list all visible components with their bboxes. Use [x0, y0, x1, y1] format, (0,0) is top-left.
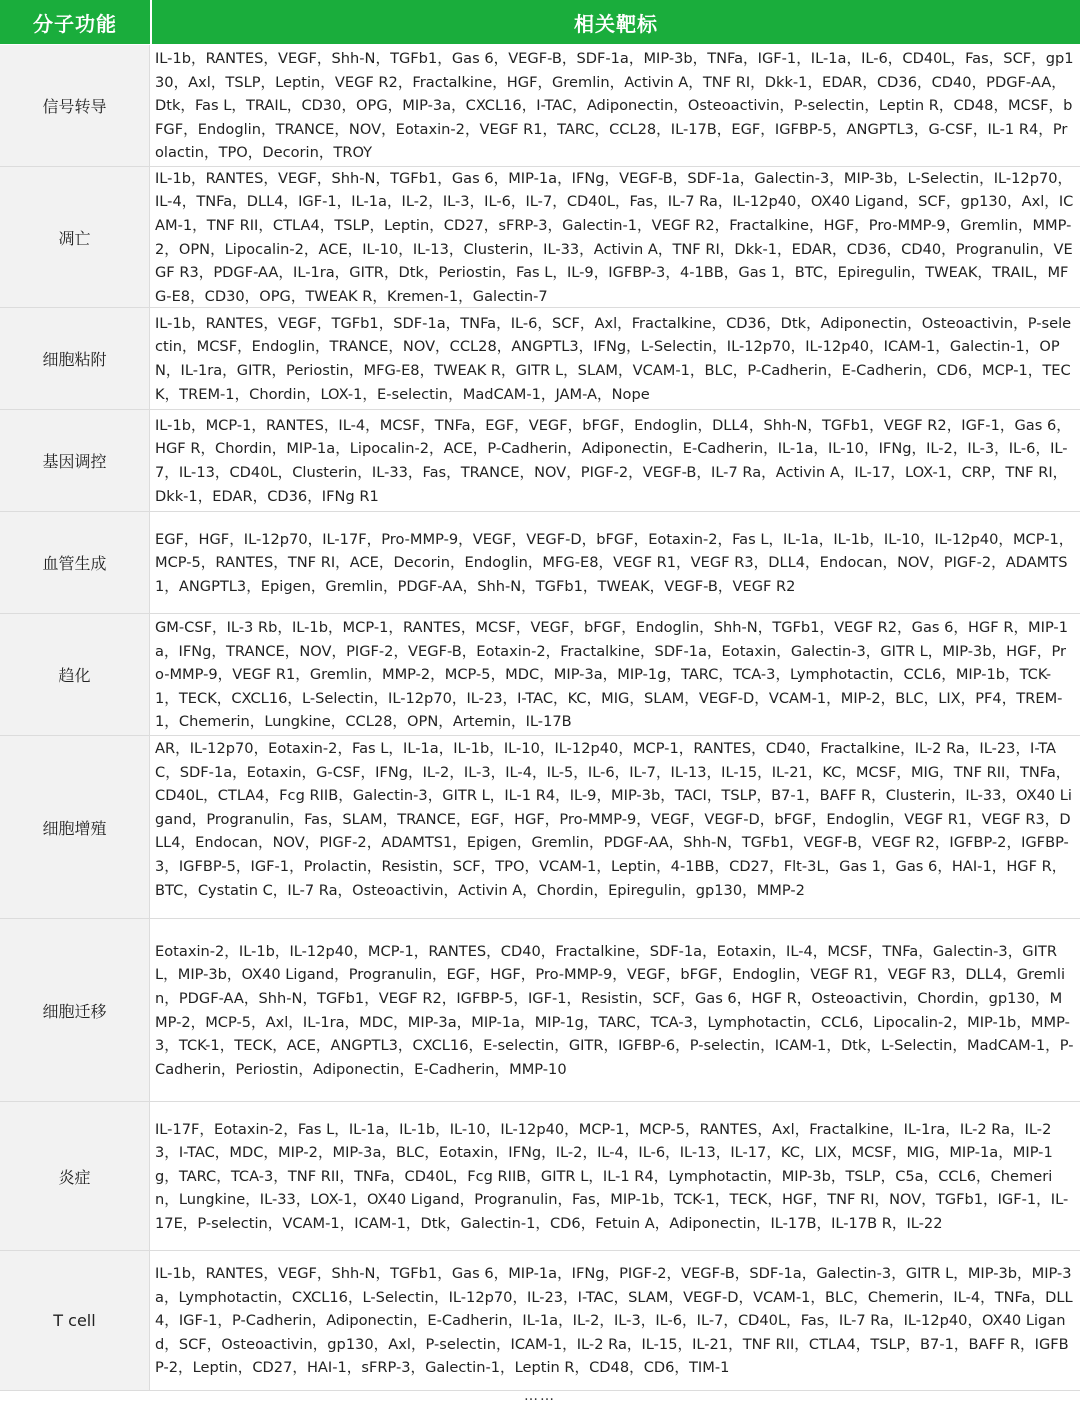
- table-row: [0, 1251, 1080, 1391]
- row-category: 趋化: [0, 614, 150, 735]
- row-targets: [150, 614, 1080, 735]
- table-row: [0, 1102, 1080, 1251]
- row-targets: [150, 919, 1080, 1101]
- row-targets-text: IL-1b，RANTES，VEGF，Shh-N，TGFb1，Gas 6，MIP-1a，IFNg，PIGF-2，VEGF-B，SDF-1a，Galectin-3，GITR L，MIP-3b，MIP-3a，Lymphotactin，CXCL16，L-Selectin，IL-12p70，IL-23，I-TAC，SLAM，VEGF-D，VCAM-1，BLC，Chemerin，IL-4，TNFa，DLL4，IGF-1，P-Cadherin，Adiponectin，E-Cadherin，IL-1a，IL-2，IL-3，IL-6，IL-7，CD40L，Fas，IL-7 Ra，IL-12p40，OX40 Ligand，SCF，Osteoactivin，gp130，Axl，P-selectin，ICAM-1，IL-2 Ra，IL-15，IL-21，TNF RII，CTLA4，TSLP，B7-1，BAFF R，IGFBP-2，Leptin，CD27，HAI-1，sFRP-3，Galectin-1，Leptin R，CD48，CD6，TIM-1: [155, 1265, 1073, 1377]
- table-header: [0, 0, 1080, 45]
- row-targets-text: EGF，HGF，IL-12p70，IL-17F，Pro-MMP-9，VEGF，VEGF-D，bFGF，Eotaxin-2，Fas L，IL-1a，IL-1b，IL-10，IL-12p40，MCP-1，MCP-5，RANTES，TNF RI，ACE，Decorin，Endoglin，MFG-E8，VEGF R1，VEGF R3，DLL4，Endocan，NOV，PIGF-2，ADAMTS1，ANGPTL3，Epigen，Gremlin，PDGF-AA，Shh-N，TGFb1，TWEAK，VEGF-B，VEGF R2: [155, 530, 1074, 595]
- table-row: [0, 167, 1080, 308]
- row-targets: [150, 45, 1080, 166]
- row-targets-text: IL-1b，MCP-1，RANTES，IL-4，MCSF，TNFa，EGF，VEGF，bFGF，Endoglin，DLL4，Shh-N，TGFb1，VEGF R2，IGF-1，Gas 6，HGF R，Chordin，MIP-1a，Lipocalin-2，ACE，P-Cadherin，Adiponectin，E-Cadherin，IL-1a，IL-10，IFNg，IL-2，IL-3，IL-6，IL-7，IL-13，CD40L，Clusterin，IL-33，Fas，TRANCE，NOV，PIGF-2，VEGF-B，IL-7 Ra，Activin A，IL-17，LOX-1，CRP，TNF RI，Dkk-1，EDAR，CD36，IFNg R1: [155, 416, 1071, 505]
- row-category: T cell: [0, 1251, 150, 1390]
- row-targets-text: GM-CSF，IL-3 Rb，IL-1b，MCP-1，RANTES，MCSF，VEGF，bFGF，Endoglin，Shh-N，TGFb1，VEGF R2，Gas 6，HGF R，MIP-1a，IFNg，TRANCE，NOV，PIGF-2，VEGF-B，Eotaxin-2，Fractalkine，SDF-1a，Eotaxin，Galectin-3，GITR L，MIP-3b，HGF，Pro-MMP-9，VEGF R1，Gremlin，MMP-2，MCP-5，MDC，MIP-3a，MIP-1g，TARC，TCA-3，Lymphotactin，CCL6，MIP-1b，TCK-1，TECK，CXCL16，L-Selectin，IL-12p70，IL-23，I-TAC，KC，MIG，SLAM，VEGF-D，VCAM-1，MIP-2，BLC，LIX，PF4，TREM-1，Chemerin，Lungkine，CCL28，OPN，Artemin，IL-17B: [155, 619, 1068, 731]
- table-row: [0, 308, 1080, 410]
- table-row: [0, 919, 1080, 1102]
- row-targets-text: AR，IL-12p70，Eotaxin-2，Fas L，IL-1a，IL-1b，IL-10，IL-12p40，MCP-1，RANTES，CD40，Fractalkine，IL-2 Ra，IL-23，I-TAC，SDF-1a，Eotaxin，G-CSF，IFNg，IL-2，IL-3，IL-4，IL-5，IL-6，IL-7，IL-13，IL-15，IL-21，KC，MCSF，MIG，TNF RII，TNFa，CD40L，CTLA4，Fcg RIIB，Galectin-3，GITR L，IL-1 R4，IL-9，MIP-3b，TACI，TSLP，B7-1，BAFF R，Clusterin，IL-33，OX40 Ligand，Progranulin，Fas，SLAM，TRANCE，EGF，HGF，Pro-MMP-9，VEGF，VEGF-D，bFGF，Endoglin，VEGF R1，VEGF R3，DLL4，Endocan，NOV，PIGF-2，ADAMTS1，Epigen，Gremlin，PDGF-AA，Shh-N，TGFb1，VEGF-B，VEGF R2，IGFBP-2，IGFBP-3，IGFBP-5，IGF-1，Prolactin，Resistin，SCF，TPO，VCAM-1，Leptin，4-1BB，CD27，Flt-3L，Gas 1，Gas 6，HAI-1，HGF R，BTC，Cystatin C，IL-7 Ra，Osteoactivin，Activin A，Chordin，Epiregulin，gp130，MMP-2: [155, 740, 1072, 899]
- row-category: 细胞增殖: [0, 736, 150, 918]
- row-targets-text: IL-17F，Eotaxin-2，Fas L，IL-1a，IL-1b，IL-10，IL-12p40，MCP-1，MCP-5，RANTES，Axl，Fractalkine，IL-1ra，IL-2 Ra，IL-23，I-TAC，MDC，MIP-2，MIP-3a，BLC，Eotaxin，IFNg，IL-2，IL-4，IL-6，IL-13，IL-17，KC，LIX，MCSF，MIG，MIP-1a，MIP-1g，TARC，TCA-3，TNF RII，TNFa，CD40L，Fcg RIIB，GITR L，IL-1 R4，Lymphotactin，MIP-3b，TSLP，C5a，CCL6，Chemerin，Lungkine，IL-33，LOX-1，OX40 Ligand，Progranulin，Fas，MIP-1b，TCK-1，TECK，HGF，TNF RI，NOV，TGFb1，IGF-1，IL-17E，P-selectin，VCAM-1，ICAM-1，Dtk，Galectin-1，CD6，Fetuin A，Adiponectin，IL-17B，IL-17B R，IL-22: [155, 1120, 1069, 1232]
- header-molecular-function: 分子功能: [0, 0, 152, 44]
- table-row: [0, 512, 1080, 614]
- row-targets: [150, 410, 1080, 511]
- row-targets: [150, 736, 1080, 918]
- row-targets: [150, 308, 1080, 409]
- row-targets-text: IL-1b，RANTES，VEGF，Shh-N，TGFb1，Gas 6，MIP-1a，IFNg，VEGF-B，SDF-1a，Galectin-3，MIP-3b，L-Selectin，IL-12p70，IL-4，TNFa，DLL4，IGF-1，IL-1a，IL-2，IL-3，IL-6，IL-7，CD40L，Fas，IL-7 Ra，IL-12p40，OX40 Ligand，SCF，gp130，Axl，ICAM-1，TNF RII，CTLA4，TSLP，Leptin，CD27，sFRP-3，Galectin-1，VEGF R2，Fractalkine，HGF，Pro-MMP-9，Gremlin，MMP-2，OPN，Lipocalin-2，ACE，IL-10，IL-13，Clusterin，IL-33，Activin A，TNF RI，Dkk-1，EDAR，CD36，CD40，Progranulin，VEGF R3，PDGF-AA，IL-1ra，GITR，Dtk，Periostin，Fas L，IL-9，IGFBP-3，4-1BB，Gas 1，BTC，Epiregulin，TWEAK，TRAIL，MFG-E8，CD30，OPG，TWEAK R，Kremen-1，Galectin-7: [155, 169, 1074, 305]
- continuation-ellipsis: ……: [524, 1388, 556, 1404]
- row-category: 炎症: [0, 1102, 150, 1250]
- row-targets: [150, 1102, 1080, 1250]
- row-targets: [150, 1251, 1080, 1390]
- row-category: 细胞迁移: [0, 919, 150, 1101]
- row-category: 信号转导: [0, 45, 150, 166]
- header-related-targets: 相关靶标: [574, 11, 658, 36]
- row-targets-text: IL-1b，RANTES，VEGF，Shh-N，TGFb1，Gas 6，VEGF-B，SDF-1a，MIP-3b，TNFa，IGF-1，IL-1a，IL-6，CD40L，Fas，SCF，gp130，Axl，TSLP，Leptin，VEGF R2，Fractalkine，HGF，Gremlin，Activin A，TNF RI，Dkk-1，EDAR，CD36，CD40，PDGF-AA，Dtk，Fas L，TRAIL，CD30，OPG，MIP-3a，CXCL16，I-TAC，Adiponectin，Osteoactivin，P-selectin，Leptin R，CD48，MCSF，bFGF，Endoglin，TRANCE，NOV，Eotaxin-2，VEGF R1，TARC，CCL28，IL-17B，EGF，IGFBP-5，ANGPTL3，G-CSF，IL-1 R4，Prolactin，TPO，Decorin，TROY: [155, 50, 1074, 162]
- table-row: [0, 614, 1080, 736]
- row-category: 细胞粘附: [0, 308, 150, 409]
- row-category: 凋亡: [0, 167, 150, 307]
- row-category: 基因调控: [0, 410, 150, 511]
- row-targets: [150, 167, 1080, 307]
- table-row: [0, 410, 1080, 512]
- row-targets-text: Eotaxin-2，IL-1b，IL-12p40，MCP-1，RANTES，CD40，Fractalkine，SDF-1a，Eotaxin，IL-4，MCSF，TNFa，Galectin-3，GITR L，MIP-3b，OX40 Ligand，Progranulin，EGF，HGF，Pro-MMP-9，VEGF，bFGF，Endoglin，VEGF R1，VEGF R3，DLL4，Gremlin，PDGF-AA，Shh-N，TGFb1，VEGF R2，IGFBP-5，IGF-1，Resistin，SCF，Gas 6，HGF R，Osteoactivin，Chordin，gp130，MMP-2，MCP-5，Axl，IL-1ra，MDC，MIP-3a，MIP-1a，MIP-1g，TARC，TCA-3，Lymphotactin，CCL6，Lipocalin-2，MIP-1b，MMP-3，TCK-1，TECK，ACE，ANGPTL3，CXCL16，E-selectin，GITR，IGFBP-6，P-selectin，ICAM-1，Dtk，L-Selectin，MadCAM-1，P-Cadherin，Periostin，Adiponectin，E-Cadherin，MMP-10: [155, 942, 1074, 1078]
- table-row: [0, 45, 1080, 167]
- row-targets: [150, 512, 1080, 613]
- row-category: 血管生成: [0, 512, 150, 613]
- table-row: [0, 736, 1080, 919]
- row-targets-text: IL-1b，RANTES，VEGF，TGFb1，SDF-1a，TNFa，IL-6，SCF，Axl，Fractalkine，CD36，Dtk，Adiponectin，Osteoactivin，P-selectin，MCSF，Endoglin，TRANCE，NOV，CCL28，ANGPTL3，IFNg，L-Selectin，IL-12p70，IL-12p40，ICAM-1，Galectin-1，OPN，IL-1ra，GITR，Periostin，MFG-E8，TWEAK R，GITR L，SLAM，VCAM-1，BLC，P-Cadherin，E-Cadherin，CD6，MCP-1，TECK，TREM-1，Chordin，LOX-1，E-selectin，MadCAM-1，JAM-A，Nope: [155, 314, 1072, 403]
